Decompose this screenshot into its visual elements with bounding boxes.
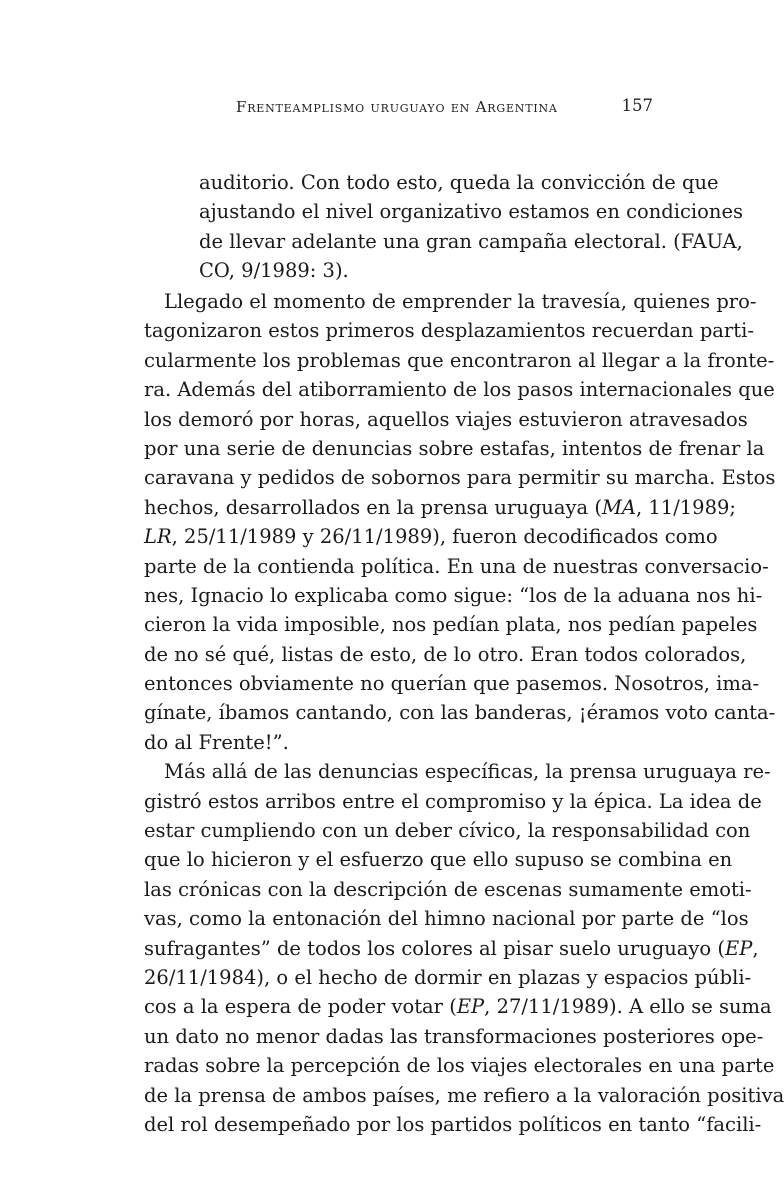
italic-abbreviation: LR (144, 525, 172, 549)
paragraph-line: un dato no menor dadas las transformaciones posteriores ope- (144, 1024, 764, 1048)
text-segment: , 27/11/1989). A ello se suma (484, 995, 772, 1019)
quote-line: ajustando el nivel organizativo estamos en condiciones (199, 200, 744, 224)
quote-line: de llevar adelante una gran campaña electoral. (FAUA, (199, 229, 743, 253)
text-segment: , (752, 936, 759, 960)
paragraph-line: las crónicas con la descripción de escenas sumamente emoti- (144, 877, 752, 901)
paragraph-line: nes, Ignacio lo explicaba como sigue: “los de la aduana nos hi- (144, 583, 763, 607)
text-segment: sufragantes” de todos los colores al pisar suelo uruguayo ( (144, 936, 725, 960)
paragraph-line: Llegado el momento de emprender la travesía, quienes pro- (164, 290, 757, 313)
text-segment: , 11/1989; (636, 495, 736, 519)
paragraph-line: radas sobre la percepción de los viajes electorales en una parte (144, 1054, 775, 1078)
body-text (144, 287, 784, 1139)
paragraph-line: cularmente los problemas que encontraron al llegar a la fronte- (144, 348, 775, 372)
paragraph-line: do al Frente!”. (144, 730, 289, 754)
paragraph-line: ra. Además del atiborramiento de los pasos internacionales que (144, 378, 775, 402)
paragraph-line: entonces obviamente no querían que pasemos. Nosotros, ima- (144, 672, 760, 696)
paragraph-line: de no sé qué, listas de esto, de lo otro. Eran todos colorados, (144, 642, 747, 666)
paragraph-line: cieron la vida imposible, nos pedían plata, nos pedían papeles (144, 613, 758, 637)
paragraph-line: caravana y pedidos de sobornos para permitir su marcha. Estos (144, 466, 776, 490)
paragraph-line (144, 934, 759, 963)
paragraph-line: por una serie de denuncias sobre estafas, intentos de frenar la (144, 436, 765, 460)
quote-line: CO, 9/1989: 3). (199, 259, 349, 283)
paragraph-line (144, 493, 736, 522)
paragraph-line (144, 522, 718, 551)
page-number: 157 (621, 96, 653, 115)
paragraph-line: los demoró por horas, aquellos viajes estuvieron atravesados (144, 407, 748, 431)
block-quote (199, 168, 744, 286)
running-title: Frenteamplismo uruguayo en Argentina (236, 98, 558, 116)
text-segment: hechos, desarrollados en la prensa uruguaya ( (144, 495, 602, 519)
text-segment: cos a la espera de poder votar ( (144, 995, 457, 1019)
text-segment: , 25/11/1989 y 26/11/1989), fueron decodificados como (171, 525, 718, 549)
quote-line: auditorio. Con todo esto, queda la convicción de que (199, 171, 719, 194)
paragraph-line: de la prensa de ambos países, me refiero a la valoración positiva (144, 1083, 784, 1107)
paragraph-line: del rol desempeñado por los partidos políticos en tanto “facili- (144, 1112, 762, 1136)
paragraph-line: vas, como la entonación del himno nacional por parte de “los (144, 907, 749, 931)
paragraph-line (144, 992, 772, 1021)
paragraph-line: estar cumpliendo con un deber cívico, la responsabilidad con (144, 819, 751, 843)
italic-abbreviation: MA (601, 495, 636, 519)
paragraph-line: que lo hicieron y el esfuerzo que ello supuso se combina en (144, 848, 733, 872)
paragraph-line: 26/11/1984), o el hecho de dormir en plazas y espacios públi- (144, 965, 752, 989)
italic-abbreviation: EP (456, 995, 485, 1019)
paragraph-line: parte de la contienda política. En una de nuestras conversacio- (144, 554, 769, 578)
paragraph-line: gínate, íbamos cantando, con las banderas, ¡éramos voto canta- (144, 701, 776, 725)
paragraph-line: tagonizaron estos primeros desplazamientos recuerdan parti- (144, 319, 754, 343)
italic-abbreviation: EP (724, 936, 753, 960)
paragraph-line: Más allá de las denuncias específicas, la prensa uruguaya re- (164, 760, 771, 784)
paragraph-line: gistró estos arribos entre el compromiso y la épica. La idea de (144, 789, 762, 813)
